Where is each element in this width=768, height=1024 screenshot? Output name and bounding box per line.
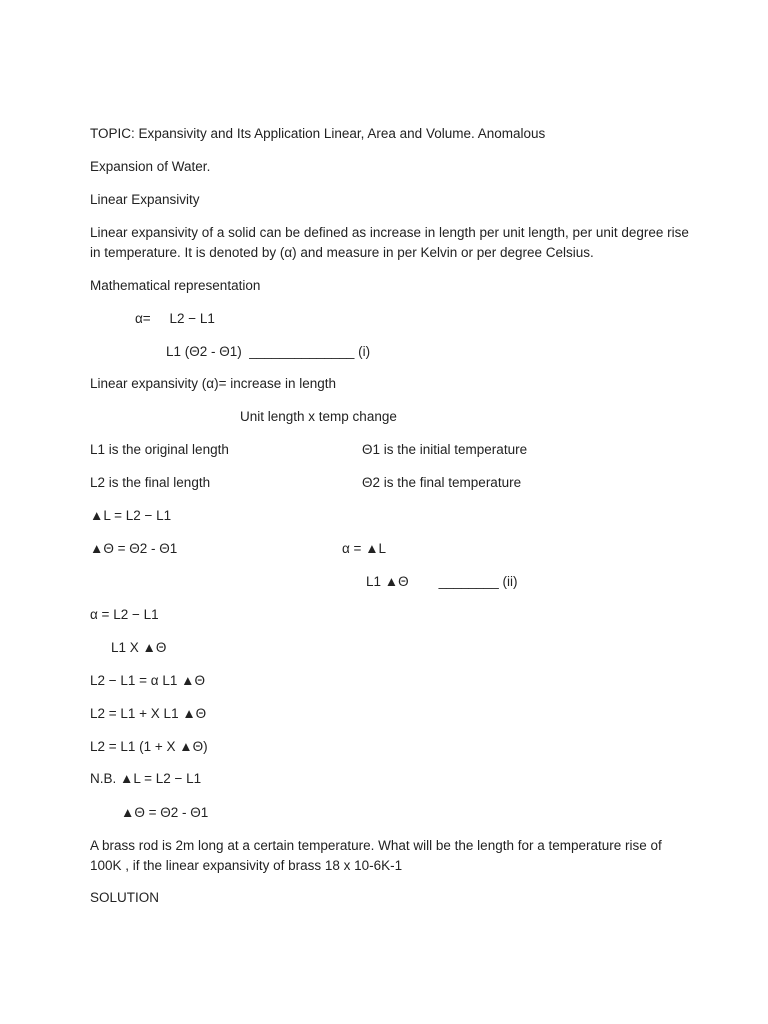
topic-continuation: Expansion of Water. bbox=[90, 159, 211, 174]
topic-line: TOPIC: Expansivity and Its Application Linear, Area and Volume. Anomalous bbox=[90, 126, 546, 141]
delta-l-equation: ▲L = L2 − L1 bbox=[90, 508, 172, 523]
heading-linear-expansivity: Linear Expansivity bbox=[90, 192, 200, 207]
definition-l1: L1 is the original length bbox=[90, 442, 229, 457]
note-delta-theta: ▲Θ = Θ2 - Θ1 bbox=[121, 805, 209, 820]
definition-paragraph: Linear expansivity of a solid can be defined as increase in length per unit length, per unit degree rise in temperature. It is denoted by (α) and measure in per Kelvin or per degree Celsius. bbox=[90, 225, 689, 260]
equation-3-numerator: α = ▲L bbox=[342, 541, 387, 556]
note-delta-l: N.B. ▲L = L2 − L1 bbox=[90, 771, 202, 786]
equation-4-numerator: α = L2 − L1 bbox=[90, 607, 159, 622]
delta-theta-equation: ▲Θ = Θ2 - Θ1 bbox=[90, 541, 178, 556]
definition-theta2: Θ2 is the final temperature bbox=[362, 475, 522, 490]
equation-2-numerator: Linear expansivity (α)= increase in length bbox=[90, 376, 337, 391]
problem-statement: A brass rod is 2m long at a certain temperature. What will be the length for a temperature rise of 100K , if the linear expansivity of brass 18 x 10-6K-1 bbox=[90, 838, 662, 873]
equation-4-denominator: L1 X ▲Θ bbox=[111, 640, 167, 655]
equation-3-denominator: L1 ▲Θ ________ (ii) bbox=[366, 574, 518, 589]
equation-2-denominator: Unit length x temp change bbox=[240, 409, 397, 424]
equation-1-denominator: L1 (Θ2 - Θ1) ______________ (i) bbox=[166, 344, 371, 359]
solution-heading: SOLUTION bbox=[90, 890, 160, 905]
equation-5: L2 − L1 = α L1 ▲Θ bbox=[90, 673, 205, 688]
definition-theta1: Θ1 is the initial temperature bbox=[362, 442, 528, 457]
equation-1-numerator: α= L2 − L1 bbox=[135, 311, 215, 326]
definition-l2: L2 is the final length bbox=[90, 475, 211, 490]
math-representation-label: Mathematical representation bbox=[90, 278, 261, 293]
equation-7: L2 = L1 (1 + X ▲Θ) bbox=[90, 739, 208, 754]
equation-6: L2 = L1 + X L1 ▲Θ bbox=[90, 706, 207, 721]
